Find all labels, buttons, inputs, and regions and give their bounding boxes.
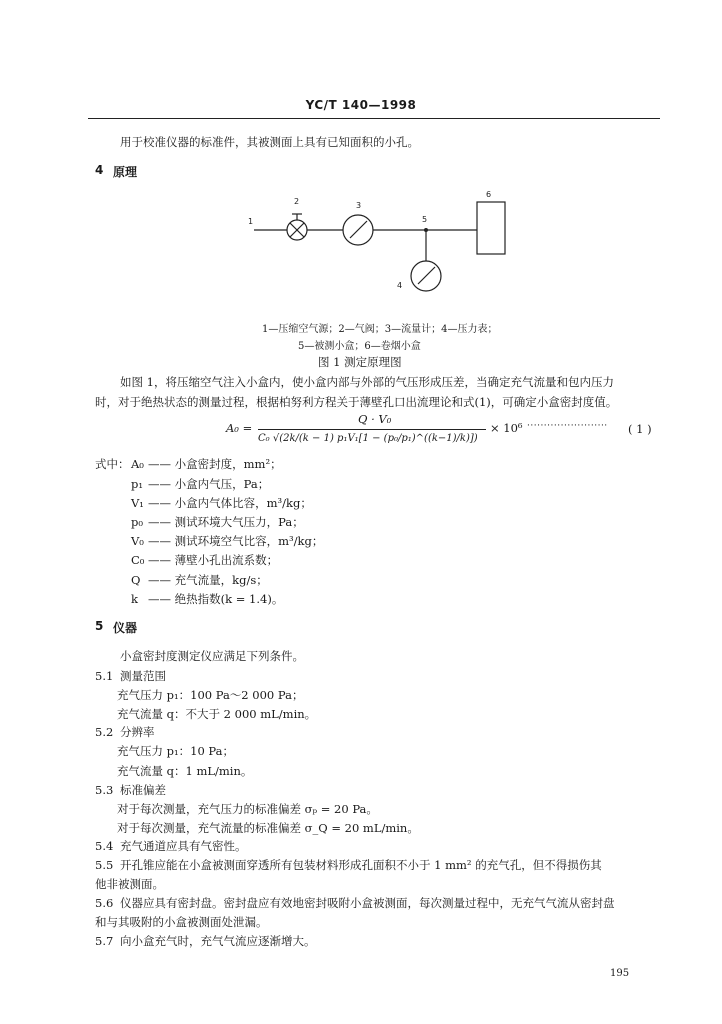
intro-line: 用于校准仪器的标准件，其被测面上具有已知面积的小孔。 [120,135,419,149]
clause-5-4-text: 充气通道应具有气密性。 [120,839,247,853]
formula-multiplier: × 10⁶ [490,421,523,435]
definition-symbol: k [131,592,138,606]
clause-5-5-number: 5.5 [95,858,114,872]
clause-5-2-line-2: 充气流量 q：1 mL/min。 [117,764,253,778]
section-4-title: 原理 [113,165,138,179]
clause-5-7-number: 5.7 [95,934,114,948]
definition-symbol: p₁ [131,477,143,491]
clause-5-6-line-2: 和与其吸附的小盒被测面处泄漏。 [95,915,268,929]
formula-leader-dots: ························ [527,421,608,431]
definition-text: —— 薄壁小孔出流系数； [148,553,279,567]
header-rule [88,118,660,119]
clause-5-1-number: 5.1 [95,669,114,683]
paragraph-1-line-1: 如图 1，将压缩空气注入小盒内，使小盒内部与外部的气压形成压差，当确定充气流量和包内压力 [120,375,614,389]
clause-5-2-number: 5.2 [95,725,114,739]
diagram-label-3: 3 [356,201,362,210]
diagram-label-6: 6 [486,190,492,199]
clause-5-1-title: 测量范围 [120,669,166,683]
clause-5-3-line-2: 对于每次测量，充气流量的标准偏差 σ_Q = 20 mL/min。 [117,821,419,835]
diagram-label-1: 1 [248,217,254,226]
definition-text: —— 小盒内气压，Pa； [148,477,270,491]
definition-symbol: A₀ [131,457,144,471]
clause-5-6-number: 5.6 [95,896,114,910]
definition-symbol: C₀ [131,553,145,567]
definition-symbol: V₁ [131,496,144,510]
clause-5-3-line-1: 对于每次测量，充气压力的标准偏差 σₚ = 20 Pa。 [117,802,378,816]
clause-5-5-text: 开孔锥应能在小盒被测面穿透所有包装材料形成孔面积不小于 1 mm² 的充气孔，但不得损伤其 [120,858,602,872]
page-number: 195 [610,968,630,979]
definition-symbol: Q [131,573,141,587]
definition-symbol: V₀ [131,534,144,548]
paragraph-1-line-2: 时，对于绝热状态的测量过程，根据柏努利方程关于薄壁孔口出流理论和式(1)，可确定小盒密封度值。 [95,395,618,409]
figure-legend-line-1: 1—压缩空气源；2—气阀；3—流量计；4—压力表； [262,324,498,335]
clause-5-1-line-2: 充气流量 q：不大于 2 000 mL/min。 [117,707,317,721]
formula-number: ( 1 ) [628,422,652,436]
definition-text: —— 测试环境空气比容，m³/kg； [148,534,324,548]
clause-5-1-line-1: 充气压力 p₁：100 Pa～2 000 Pa； [117,688,304,702]
definition-text: —— 小盒密封度，mm²； [148,457,282,471]
clause-5-4-number: 5.4 [95,839,114,853]
principle-diagram [240,188,520,300]
definition-text: —— 测试环境大气压力，Pa； [148,515,304,529]
definition-text: —— 小盒内气体比容，m³/kg； [148,496,312,510]
formula-lhs: A₀ = [226,421,253,435]
section-5-number: 5 [95,619,104,633]
section-4-number: 4 [95,163,104,177]
clause-5-3-title: 标准偏差 [120,783,166,797]
figure-legend-line-2: 5—被测小盒；6—卷烟小盒 [298,341,421,352]
formula-denominator: C₀ √(2k/(k − 1) p₁V₁[1 − (p₀/p₁)^((k−1)/k)]) [258,433,478,444]
clause-5-5-line-2: 他非被测面。 [95,877,164,891]
diagram-label-4: 4 [397,281,403,290]
definition-text: —— 绝热指数(k = 1.4)。 [148,592,284,606]
clause-5-3-number: 5.3 [95,783,114,797]
definitions-intro: 式中： [95,457,130,471]
clause-5-7-text: 向小盒充气时，充气气流应逐渐增大。 [120,934,316,948]
fraction-bar [258,429,486,430]
clause-5-6-text: 仪器应具有密封盘。密封盘应有效地密封吸附小盒被测面，每次测量过程中，无充气气流从密封盘 [120,896,615,910]
junction-dot [424,228,428,232]
clause-5-2-line-1: 充气压力 p₁：10 Pa； [117,744,234,758]
section-5-intro: 小盒密封度测定仪应满足下列条件。 [120,649,304,663]
standard-header: YC/T 140—1998 [305,98,417,112]
definition-text: —— 充气流量，kg/s； [148,573,268,587]
formula-numerator: Q · V₀ [358,412,392,426]
diagram-label-5: 5 [422,215,428,224]
diagram-label-2: 2 [294,197,300,206]
clause-5-2-title: 分辨率 [120,725,155,739]
figure-caption: 图 1 测定原理图 [318,355,402,369]
section-5-title: 仪器 [113,621,138,635]
definition-symbol: p₀ [131,515,143,529]
cigarette-box-symbol [477,202,505,254]
